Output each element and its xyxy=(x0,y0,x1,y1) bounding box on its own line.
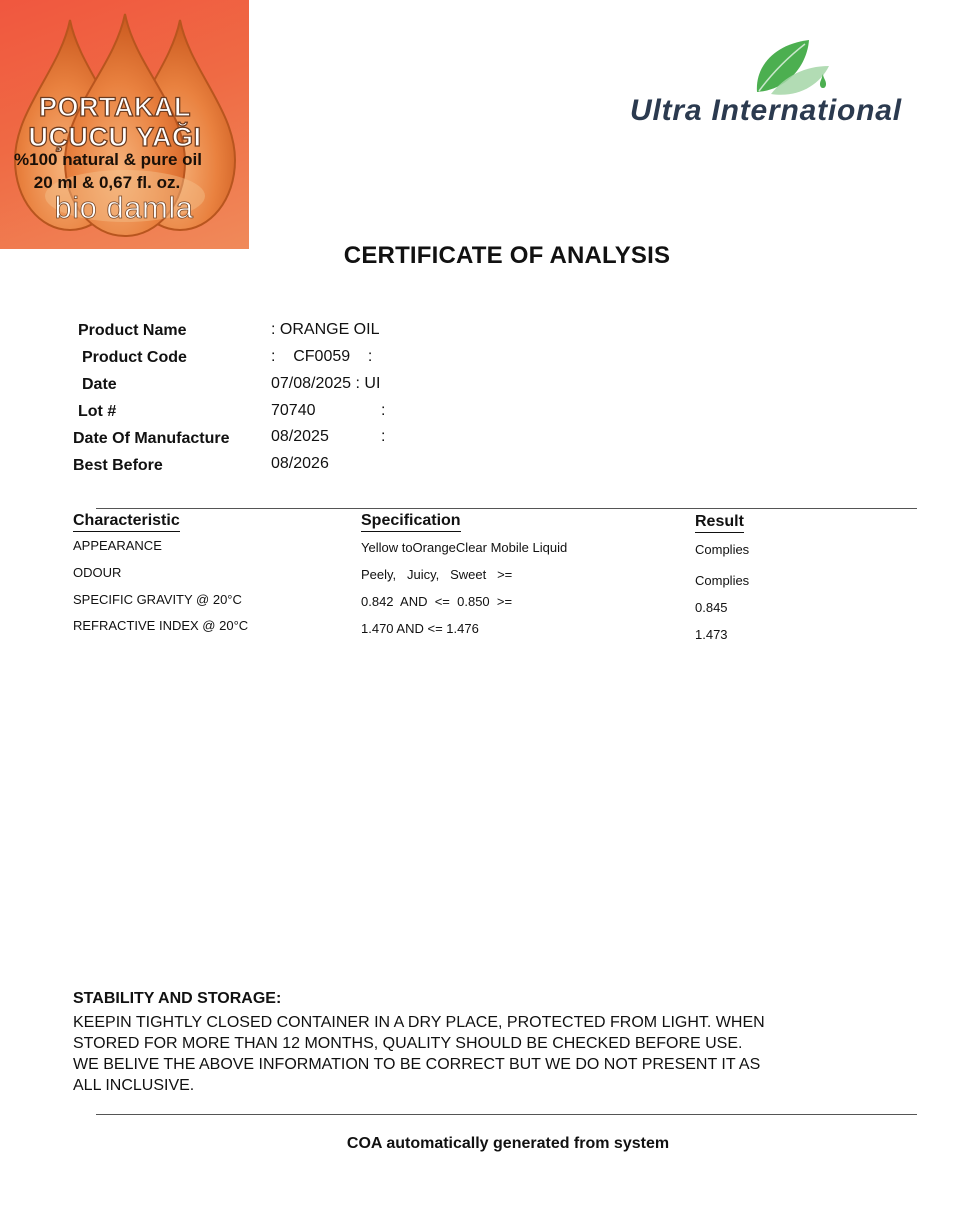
storage-line: ALL INCLUSIVE. xyxy=(73,1077,195,1094)
characteristic-cell: APPEARANCE xyxy=(73,538,162,553)
specification-cell: 0.842 AND <= 0.850 >= xyxy=(361,594,513,609)
specification-cell: Peely, Juicy, Sweet >= xyxy=(361,567,513,582)
result-cell: 0.845 xyxy=(695,600,728,615)
characteristic-cell: ODOUR xyxy=(73,565,122,580)
best-before-label: Best Before xyxy=(73,457,163,474)
badge-product-name: PORTAKAL xyxy=(39,92,191,122)
column-header-result: Result xyxy=(695,513,744,533)
product-name-value: : ORANGE OIL xyxy=(271,321,380,338)
badge-product-type: UÇUCU YAĞI xyxy=(28,122,202,152)
result-cell: 1.473 xyxy=(695,627,728,642)
leaf-icon xyxy=(745,36,835,96)
specification-cell: Yellow toOrangeClear Mobile Liquid xyxy=(361,540,568,555)
best-before-value: 08/2026 xyxy=(271,455,329,472)
manufacture-date-value: 08/2025 xyxy=(271,428,329,445)
manufacture-date-label: Date Of Manufacture xyxy=(73,430,230,447)
result-cell: Complies xyxy=(695,542,750,557)
company-logo xyxy=(630,36,960,136)
page-title: CERTIFICATE OF ANALYSIS xyxy=(343,242,671,269)
lot-value: 70740 xyxy=(271,402,316,419)
column-header-characteristic: Characteristic xyxy=(73,512,180,532)
characteristic-cell: SPECIFIC GRAVITY @ 20°C xyxy=(73,592,242,607)
storage-line: KEEPIN TIGHTLY CLOSED CONTAINER IN A DRY PLACE, PROTECTED FROM LIGHT. WHEN xyxy=(73,1014,765,1031)
badge-brand-name: bio damla xyxy=(54,190,194,225)
company-wordmark: Ultra International xyxy=(630,94,902,127)
specification-cell: 1.470 AND <= 1.476 xyxy=(361,621,479,636)
badge-volume: 20 ml & 0,67 fl. oz. xyxy=(33,173,181,192)
product-code-label: Product Code xyxy=(82,349,187,366)
date-label: Date xyxy=(82,376,117,393)
lot-separator: : xyxy=(381,402,386,419)
lot-label: Lot # xyxy=(78,403,117,420)
storage-text xyxy=(73,1012,833,1096)
brand-badge xyxy=(0,0,249,249)
storage-line: WE BELIVE THE ABOVE INFORMATION TO BE CORRECT BUT WE DO NOT PRESENT IT AS xyxy=(73,1056,761,1073)
manufacture-date-separator: : xyxy=(381,428,386,445)
characteristic-cell: REFRACTIVE INDEX @ 20°C xyxy=(73,618,249,633)
footer-divider xyxy=(96,1114,917,1115)
table-top-divider xyxy=(96,508,917,509)
storage-heading: STABILITY AND STORAGE: xyxy=(73,990,282,1007)
column-header-specification: Specification xyxy=(361,512,461,532)
product-name-label: Product Name xyxy=(78,322,187,339)
product-code-value: : CF0059 : xyxy=(271,348,373,365)
result-cell: Complies xyxy=(695,573,750,588)
date-value: 07/08/2025 : UI xyxy=(271,375,381,392)
storage-line: STORED FOR MORE THAN 12 MONTHS, QUALITY SHOULD BE CHECKED BEFORE USE. xyxy=(73,1035,743,1052)
footer-note: COA automatically generated from system xyxy=(346,1135,670,1152)
badge-purity: %100 natural & pure oil xyxy=(14,150,202,169)
